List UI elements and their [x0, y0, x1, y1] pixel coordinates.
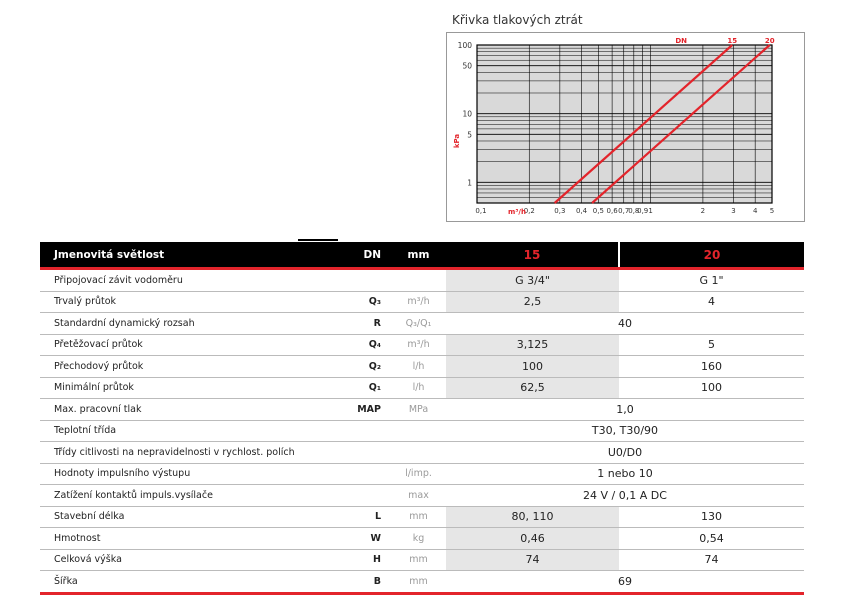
row-value-dn20: 100 [619, 377, 804, 399]
table-row [40, 356, 804, 378]
row-value: 1 nebo 10 [446, 463, 804, 485]
row-symbol: Q₃ [348, 291, 391, 313]
spec-table [40, 242, 804, 595]
row-symbol: Q₁ [348, 377, 391, 399]
chart-svg [447, 33, 804, 221]
pressure-loss-chart [446, 32, 805, 222]
row-name: Hodnoty impulsního výstupu [40, 463, 348, 485]
row-unit [391, 420, 446, 442]
x-tick-label: 0,1 [475, 207, 487, 215]
table-row [40, 377, 804, 399]
header-col-15: 15 [446, 242, 619, 269]
x-tick-label: 0,6 [606, 207, 618, 215]
x-axis-label: m³/h [508, 208, 526, 216]
row-unit: m³/h [391, 334, 446, 356]
chart-title: Křivka tlakových ztrát [452, 13, 583, 27]
row-value-dn15: 80, 110 [446, 506, 619, 528]
x-tick-label: 3 [731, 207, 736, 215]
row-unit: mm [391, 571, 446, 594]
row-value-dn15: 100 [446, 356, 619, 378]
row-name: Připojovací závit vodoměru [40, 269, 348, 292]
row-value-dn15: 74 [446, 549, 619, 571]
x-tick-label: 0,3 [554, 207, 566, 215]
row-unit [391, 269, 446, 292]
row-symbol: W [348, 528, 391, 550]
x-tick-label: 0,2 [523, 207, 535, 215]
row-value: U0/D0 [446, 442, 804, 464]
row-name: Max. pracovní tlak [40, 399, 348, 421]
table-row [40, 463, 804, 485]
x-tick-label: 0,8 [628, 207, 640, 215]
table-row [40, 528, 804, 550]
row-unit: mm [391, 549, 446, 571]
row-name: Teplotní třída [40, 420, 348, 442]
row-symbol: Q₄ [348, 334, 391, 356]
row-name: Stavební délka [40, 506, 348, 528]
row-symbol: B [348, 571, 391, 594]
row-name: Standardní dynamický rozsah [40, 313, 348, 335]
row-name: Celková výška [40, 549, 348, 571]
table-row [40, 442, 804, 464]
table-row [40, 269, 804, 292]
row-value-dn20: 4 [619, 291, 804, 313]
row-symbol: MAP [348, 399, 391, 421]
table-row [40, 485, 804, 507]
row-name: Zatížení kontaktů impuls.vysílače [40, 485, 348, 507]
row-value: 24 V / 0,1 A DC [446, 485, 804, 507]
row-unit: Q₃/Q₁ [391, 313, 446, 335]
legend-title: DN [675, 37, 688, 45]
row-value: 69 [446, 571, 804, 594]
row-unit [391, 442, 446, 464]
table-row [40, 334, 804, 356]
y-tick-label: 100 [457, 41, 472, 50]
x-tick-label: 0,9 [637, 207, 649, 215]
row-name: Minimální průtok [40, 377, 348, 399]
row-name: Trvalý průtok [40, 291, 348, 313]
header-mark [298, 239, 338, 241]
row-name: Hmotnost [40, 528, 348, 550]
x-tick-label: 4 [752, 207, 758, 215]
row-unit: mm [391, 506, 446, 528]
row-value: 40 [446, 313, 804, 335]
table-row [40, 506, 804, 528]
table-row [40, 549, 804, 571]
row-name: Třídy citlivosti na nepravidelnosti v rychlost. polích [40, 442, 348, 464]
row-value-dn15: 62,5 [446, 377, 619, 399]
row-symbol [348, 463, 391, 485]
row-value: 1,0 [446, 399, 804, 421]
row-symbol [348, 420, 391, 442]
series-label-dn20: 20 [764, 37, 775, 45]
row-name: Přetěžovací průtok [40, 334, 348, 356]
table-row [40, 571, 804, 594]
row-value-dn20: 130 [619, 506, 804, 528]
row-unit: MPa [391, 399, 446, 421]
x-tick-label: 5 [769, 207, 775, 215]
plot-area [477, 45, 772, 203]
row-unit: l/imp. [391, 463, 446, 485]
row-value-dn20: 0,54 [619, 528, 804, 550]
table-row [40, 291, 804, 313]
table-header [40, 242, 804, 269]
x-tick-label: 0,7 [618, 207, 630, 215]
row-symbol [348, 269, 391, 292]
y-axis-label: kPa [453, 133, 461, 149]
table-row [40, 313, 804, 335]
series-label-dn15: 15 [727, 37, 738, 45]
row-value-dn20: 5 [619, 334, 804, 356]
x-tick-label: 0,5 [592, 207, 604, 215]
row-unit: l/h [391, 377, 446, 399]
row-value-dn15: 3,125 [446, 334, 619, 356]
x-tick-label: 2 [700, 207, 706, 215]
y-tick-label: 1 [467, 178, 472, 188]
row-unit: max [391, 485, 446, 507]
row-value-dn20: G 1" [619, 269, 804, 292]
row-name: Přechodový průtok [40, 356, 348, 378]
header-col-20: 20 [619, 242, 804, 269]
header-unit: mm [391, 242, 446, 269]
header-label: Jmenovitá světlost [40, 242, 348, 269]
x-tick-label: 1 [648, 207, 653, 215]
y-tick-label: 50 [462, 61, 472, 71]
table-row [40, 399, 804, 421]
row-symbol: H [348, 549, 391, 571]
row-value-dn15: G 3/4" [446, 269, 619, 292]
row-value-dn20: 74 [619, 549, 804, 571]
row-unit: m³/h [391, 291, 446, 313]
row-symbol [348, 442, 391, 464]
x-tick-label: 0,4 [575, 207, 588, 215]
row-symbol: L [348, 506, 391, 528]
row-value: T30, T30/90 [446, 420, 804, 442]
row-name: Šířka [40, 571, 348, 594]
row-value-dn20: 160 [619, 356, 804, 378]
row-symbol: Q₂ [348, 356, 391, 378]
table-row [40, 420, 804, 442]
y-tick-label: 10 [462, 109, 472, 119]
header-dn: DN [348, 242, 391, 269]
row-symbol [348, 485, 391, 507]
row-value-dn15: 0,46 [446, 528, 619, 550]
row-symbol: R [348, 313, 391, 335]
y-tick-label: 5 [467, 130, 472, 140]
row-value-dn15: 2,5 [446, 291, 619, 313]
row-unit: l/h [391, 356, 446, 378]
row-unit: kg [391, 528, 446, 550]
